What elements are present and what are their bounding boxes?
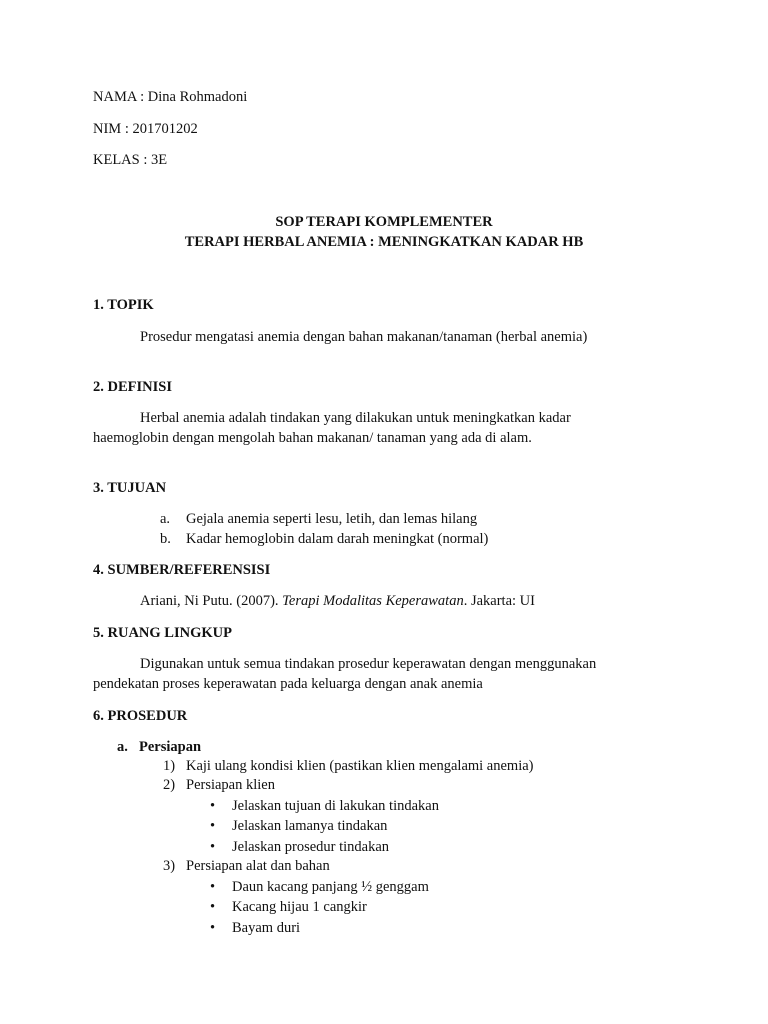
bullet-item: Bayam duri	[232, 920, 301, 936]
bullet-item: Kacang hijau 1 cangkir	[232, 899, 367, 915]
list-marker: b.	[160, 531, 171, 547]
bullet-icon: •	[210, 798, 216, 814]
definisi-text-line1: Herbal anemia adalah tindakan yang dilakukan untuk meningkatkan kadar	[140, 410, 571, 426]
subsection-heading-persiapan: Persiapan	[139, 739, 202, 755]
reference-publisher: . Jakarta: UI	[463, 593, 535, 609]
bullet-icon: •	[210, 920, 216, 936]
ruang-text-line2: pendekatan proses keperawatan pada keluarga dengan anak anemia	[93, 676, 483, 692]
document-title: SOP TERAPI KOMPLEMENTER	[275, 214, 493, 230]
bullet-item: Jelaskan tujuan di lakukan tindakan	[232, 798, 439, 814]
reference-citation	[140, 592, 535, 610]
list-marker: a.	[117, 739, 128, 755]
bullet-icon: •	[210, 818, 216, 834]
list-marker: 2)	[163, 777, 176, 793]
bullet-icon: •	[210, 879, 216, 895]
student-name: NAMA : Dina Rohmadoni	[93, 89, 248, 105]
tujuan-item: Kadar hemoglobin dalam darah meningkat (normal)	[186, 531, 489, 547]
section-heading-tujuan: 3. TUJUAN	[93, 480, 167, 496]
list-marker: 1)	[163, 758, 176, 774]
list-marker: a.	[160, 511, 171, 527]
tujuan-item: Gejala anemia seperti lesu, letih, dan lemas hilang	[186, 511, 478, 527]
student-class: KELAS : 3E	[93, 152, 168, 168]
bullet-item: Daun kacang panjang ½ genggam	[232, 879, 429, 895]
section-heading-sumber: 4. SUMBER/REFERENSISI	[93, 562, 271, 578]
document-subtitle: TERAPI HERBAL ANEMIA : MENINGKATKAN KADAR HB	[184, 234, 584, 250]
bullet-item: Jelaskan lamanya tindakan	[232, 818, 388, 834]
prosedur-step: Persiapan klien	[186, 777, 275, 793]
bullet-item: Jelaskan prosedur tindakan	[232, 839, 390, 855]
list-marker: 3)	[163, 858, 176, 874]
prosedur-step: Kaji ulang kondisi klien (pastikan klien mengalami anemia)	[186, 758, 534, 774]
reference-author: Ariani, Ni Putu. (2007).	[140, 593, 279, 609]
ruang-text-line1: Digunakan untuk semua tindakan prosedur keperawatan dengan menggunakan	[140, 656, 597, 672]
section-heading-ruang-lingkup: 5. RUANG LINGKUP	[93, 625, 232, 641]
section-heading-topik: 1. TOPIK	[93, 297, 154, 313]
section-heading-definisi: 2. DEFINISI	[93, 379, 172, 395]
prosedur-step: Persiapan alat dan bahan	[186, 858, 330, 874]
bullet-icon: •	[210, 899, 216, 915]
bullet-icon: •	[210, 839, 216, 855]
reference-book-title: Terapi Modalitas Keperawatan	[282, 593, 464, 609]
definisi-text-line2: haemoglobin dengan mengolah bahan makanan/ tanaman yang ada di alam.	[93, 430, 532, 446]
section-heading-prosedur: 6. PROSEDUR	[93, 708, 188, 724]
topik-text: Prosedur mengatasi anemia dengan bahan makanan/tanaman (herbal anemia)	[140, 329, 588, 345]
student-nim: NIM : 201701202	[93, 121, 198, 137]
